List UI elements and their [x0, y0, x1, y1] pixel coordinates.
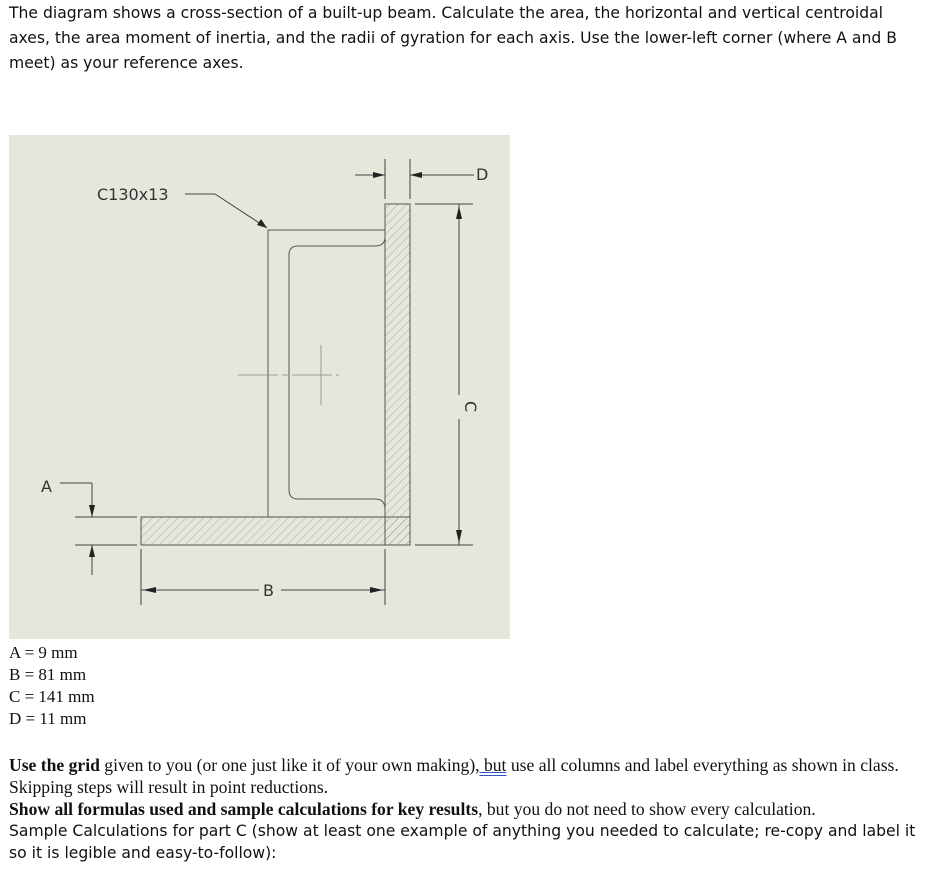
show-formulas-emphasis: Show all formulas used and sample calculations for key results — [9, 799, 479, 819]
instruction-text: , but you do not need to show every calculation. — [478, 799, 816, 819]
figure-background — [9, 135, 510, 639]
use-grid-emphasis: Use the grid — [9, 755, 100, 775]
instructions — [9, 754, 929, 864]
dimension-c-value: C = 141 mm — [9, 687, 95, 706]
instruction-text: given to you (or one just like it of your own making — [99, 755, 470, 775]
problem-statement — [9, 1, 929, 76]
dim-a-label: A — [41, 477, 52, 496]
dim-b-label: B — [263, 581, 274, 600]
given-dimensions — [9, 642, 95, 730]
channel-label: C130x13 — [97, 185, 169, 204]
intro-line-2: axes, the area moment of inertia, and the radii of gyration for each axis. Use the lower-left corner (where A and B — [9, 29, 897, 47]
dim-d-label: D — [476, 165, 489, 184]
dimension-d-value: D = 11 mm — [9, 709, 87, 728]
instruction-paragraph-1 — [9, 754, 929, 798]
underlined-text: ), but — [469, 755, 507, 775]
dimension-a-value: A = 9 mm — [9, 643, 78, 662]
intro-line-1: The diagram shows a cross-section of a built-up beam. Calculate the area, the horizontal and vertical centroidal — [9, 4, 883, 22]
beam-cross-section-figure — [9, 135, 510, 639]
sample-calculations-note: Sample Calculations for part C (show at least one example of anything you needed to calculate; re-copy and label it so it is legible and easy-to-follow): — [9, 822, 916, 862]
beam-diagram — [9, 135, 510, 639]
intro-line-3: meet) as your reference axes. — [9, 54, 244, 72]
vertical-plate — [385, 204, 410, 545]
instruction-text: use all columns and label everything as shown in class. Skipping steps will result in point reductions. — [9, 755, 899, 797]
bottom-plate — [141, 517, 410, 545]
dim-c-label: C — [461, 401, 480, 413]
instruction-paragraph-2 — [9, 798, 929, 820]
dimension-b-value: B = 81 mm — [9, 665, 87, 684]
